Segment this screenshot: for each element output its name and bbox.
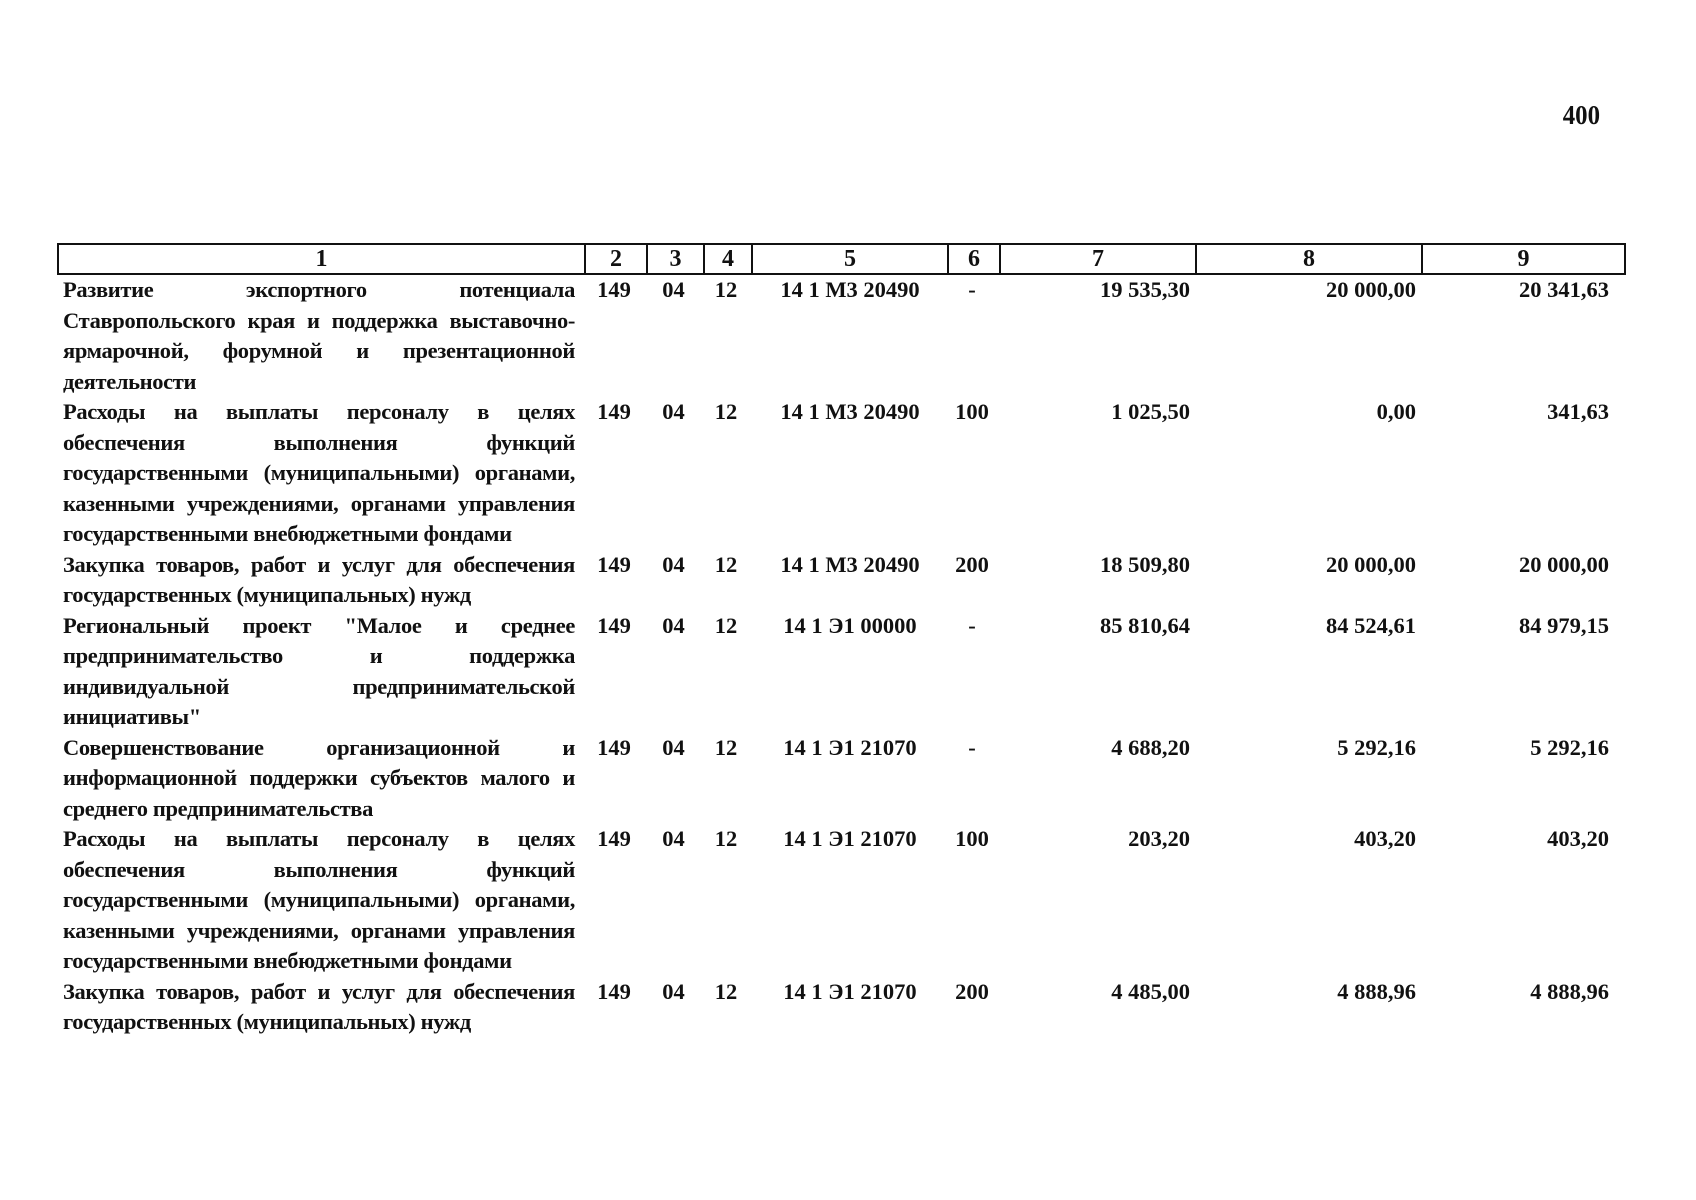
column-header: 8 bbox=[1196, 244, 1422, 274]
amount-col-8: 20 000,00 bbox=[1326, 551, 1416, 577]
column-header: 4 bbox=[704, 244, 752, 274]
target-article: 14 1 М3 20490 bbox=[780, 277, 920, 302]
target-article: 14 1 Э1 21070 bbox=[783, 978, 917, 1004]
expense-type: 200 bbox=[955, 978, 989, 1004]
amount-col-8: 4 888,96 bbox=[1337, 978, 1416, 1004]
expense-type: 200 bbox=[955, 551, 989, 577]
ministry-code: 149 bbox=[597, 399, 631, 424]
amount-col-7: 19 535,30 bbox=[1100, 277, 1190, 302]
amount-col-7: 4 688,20 bbox=[1111, 734, 1190, 760]
column-header: 9 bbox=[1422, 244, 1625, 274]
table-header bbox=[58, 244, 1625, 274]
target-article: 14 1 Э1 21070 bbox=[783, 826, 917, 851]
amount-col-9: 20 341,63 bbox=[1519, 277, 1609, 302]
row-name: Региональный проект "Малое и среднее предпринимательство и поддержка индивидуальной предпринимательской инициативы" bbox=[63, 612, 575, 729]
target-article: 14 1 М3 20490 bbox=[780, 399, 920, 424]
amount-col-8: 20 000,00 bbox=[1326, 277, 1416, 302]
section-code: 04 bbox=[662, 734, 685, 760]
ministry-code: 149 bbox=[597, 734, 631, 760]
target-article: 14 1 Э1 00000 bbox=[783, 612, 917, 638]
amount-col-9: 20 000,00 bbox=[1519, 551, 1609, 577]
section-code: 04 bbox=[662, 612, 685, 638]
amount-col-7: 85 810,64 bbox=[1100, 612, 1190, 638]
expense-type: - bbox=[968, 612, 976, 638]
subsection-code: 12 bbox=[714, 978, 738, 1004]
row-name: Закупка товаров, работ и услуг для обеспечения государственных (муниципальных) нужд bbox=[63, 551, 575, 607]
amount-col-9: 84 979,15 bbox=[1519, 612, 1609, 638]
amount-col-7: 18 509,80 bbox=[1100, 551, 1190, 577]
column-header: 6 bbox=[948, 244, 1000, 274]
ministry-code: 149 bbox=[597, 277, 631, 302]
row-name: Расходы на выплаты персоналу в целях обеспечения выполнения функций государственными (муниципальными) органами, казенными учреждениями, органами управления государственными внебюджетными фондами bbox=[63, 399, 575, 546]
subsection-code: 12 bbox=[714, 612, 738, 638]
target-article: 14 1 М3 20490 bbox=[780, 551, 920, 577]
subsection-code: 12 bbox=[714, 551, 738, 577]
section-code: 04 bbox=[662, 277, 685, 302]
row-name: Совершенствование организационной и информационной поддержки субъектов малого и среднего предпринимательства bbox=[63, 734, 575, 821]
amount-col-7: 1 025,50 bbox=[1111, 399, 1190, 424]
amount-col-7: 203,20 bbox=[1128, 826, 1190, 851]
table-body bbox=[58, 274, 1625, 1038]
amount-col-9: 341,63 bbox=[1547, 399, 1609, 424]
amount-col-9: 5 292,16 bbox=[1530, 734, 1609, 760]
subsection-code: 12 bbox=[714, 826, 738, 851]
page-number: 400 bbox=[1562, 100, 1600, 130]
column-header: 3 bbox=[647, 244, 704, 274]
table-row bbox=[58, 397, 1625, 550]
header-row bbox=[58, 244, 1625, 274]
section-code: 04 bbox=[662, 399, 685, 424]
amount-col-8: 0,00 bbox=[1376, 399, 1416, 424]
row-name: Развитие экспортного потенциала Ставропольского края и поддержка выставочно-ярмарочной, форумной и презентационной деятельности bbox=[63, 277, 575, 394]
section-code: 04 bbox=[662, 826, 685, 851]
table-row bbox=[58, 824, 1625, 977]
amount-col-8: 5 292,16 bbox=[1337, 734, 1416, 760]
row-name: Расходы на выплаты персоналу в целях обеспечения выполнения функций государственными (муниципальными) органами, казенными учреждениями, органами управления государственными внебюджетными фондами bbox=[63, 826, 575, 973]
section-code: 04 bbox=[662, 978, 685, 1004]
table-row bbox=[58, 733, 1625, 825]
amount-col-8: 84 524,61 bbox=[1326, 612, 1416, 638]
ministry-code: 149 bbox=[597, 612, 631, 638]
amount-col-7: 4 485,00 bbox=[1111, 978, 1190, 1004]
column-header: 1 bbox=[58, 244, 585, 274]
amount-col-9: 403,20 bbox=[1547, 826, 1609, 851]
column-header: 7 bbox=[1000, 244, 1196, 274]
table-row bbox=[58, 977, 1625, 1038]
subsection-code: 12 bbox=[714, 277, 738, 302]
section-code: 04 bbox=[662, 551, 685, 577]
ministry-code: 149 bbox=[597, 826, 631, 851]
ministry-code: 149 bbox=[597, 551, 631, 577]
expense-type: 100 bbox=[955, 826, 989, 851]
subsection-code: 12 bbox=[714, 399, 738, 424]
target-article: 14 1 Э1 21070 bbox=[783, 734, 917, 760]
row-name: Закупка товаров, работ и услуг для обеспечения государственных (муниципальных) нужд bbox=[63, 978, 575, 1034]
column-header: 2 bbox=[585, 244, 647, 274]
amount-col-9: 4 888,96 bbox=[1530, 978, 1609, 1004]
table-row bbox=[58, 550, 1625, 611]
budget-table bbox=[57, 243, 1626, 1038]
table-row bbox=[58, 274, 1625, 397]
expense-type: 100 bbox=[955, 399, 989, 424]
subsection-code: 12 bbox=[714, 734, 738, 760]
expense-type: - bbox=[968, 277, 976, 302]
ministry-code: 149 bbox=[597, 978, 631, 1004]
expense-type: - bbox=[968, 734, 976, 760]
column-header: 5 bbox=[752, 244, 948, 274]
amount-col-8: 403,20 bbox=[1354, 826, 1416, 851]
table-row bbox=[58, 611, 1625, 733]
